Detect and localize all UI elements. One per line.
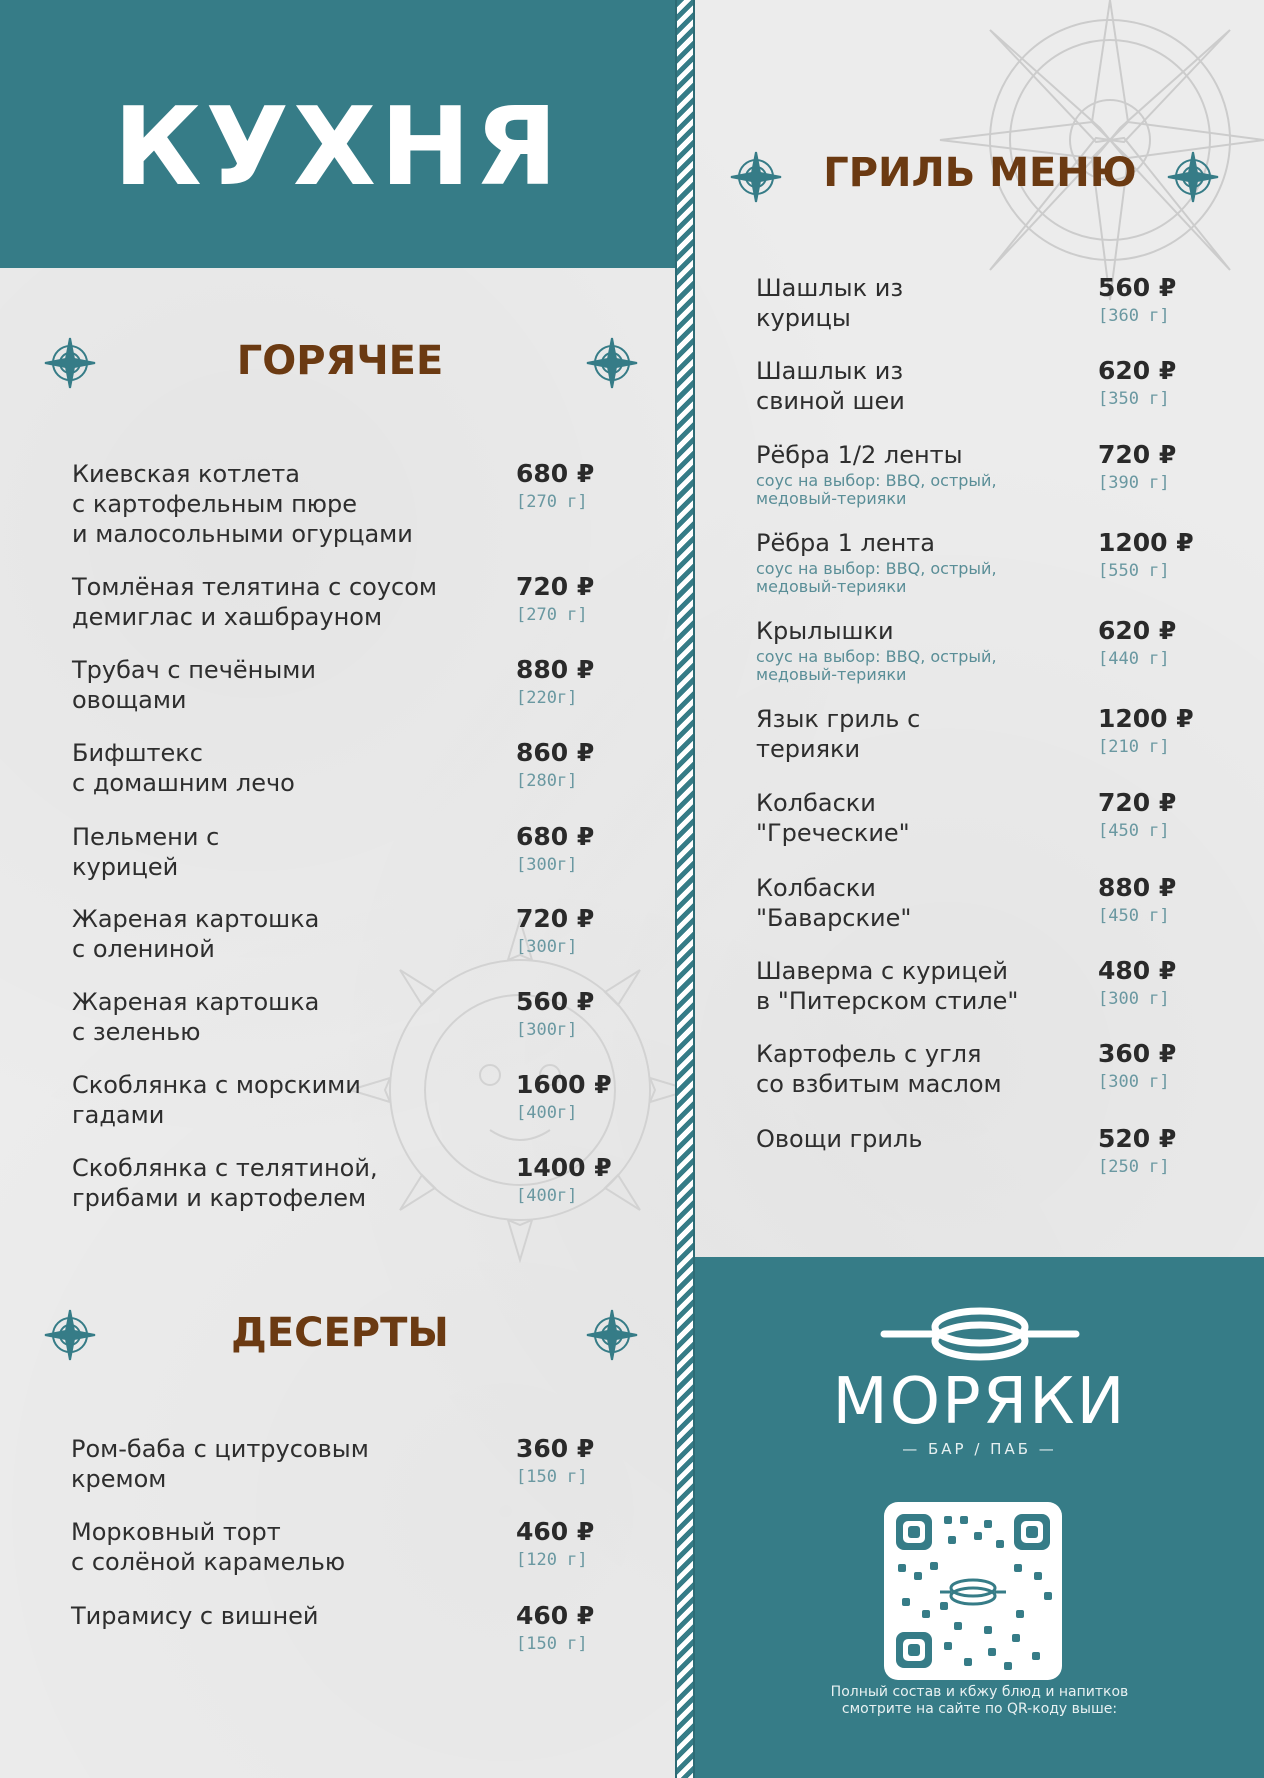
item-price: 1200 ₽ [1098, 704, 1194, 733]
item-name: Томлёная телятина с соусом демиглас и хашбрауном [72, 573, 438, 631]
menu-item [756, 440, 997, 508]
item-weight: [120 г] [516, 1550, 588, 1570]
item-weight: [300г] [516, 855, 578, 875]
item-weight: [150 г] [516, 1634, 588, 1654]
item-price-block [1098, 1039, 1176, 1093]
item-weight: [300 г] [1098, 1072, 1170, 1092]
item-name: Трубач с печёными овощами [72, 656, 316, 714]
item-price-block [516, 1601, 594, 1655]
item-price-block [1098, 704, 1194, 758]
menu-item [72, 459, 413, 549]
item-price-block [516, 1517, 594, 1571]
item-weight: [360 г] [1098, 306, 1170, 326]
item-price-block [516, 904, 594, 958]
item-weight: [300г] [516, 937, 578, 957]
item-name: Колбаски "Греческие" [756, 789, 910, 847]
item-price-block [516, 1070, 612, 1124]
menu-item [756, 1124, 922, 1154]
item-name: Язык гриль с терияки [756, 705, 921, 763]
qr-note: Полный состав и кбжу блюд и напитков смотрите на сайте по QR-коду выше: [830, 1684, 1129, 1717]
item-price: 460 ₽ [516, 1601, 595, 1630]
item-weight: [400г] [516, 1103, 578, 1123]
item-price-block [1098, 956, 1176, 1010]
item-note: соус на выбор: BBQ, острый, медовый-терияки [756, 559, 997, 596]
kitchen-title: КУХНЯ [113, 85, 562, 210]
menu-item [71, 1601, 319, 1631]
item-price-block [516, 655, 594, 709]
item-weight: [400г] [516, 1186, 578, 1206]
item-weight: [210 г] [1098, 737, 1170, 757]
item-price: 560 ₽ [1098, 273, 1177, 302]
item-note: соус на выбор: BBQ, острый, медовый-терияки [756, 471, 997, 508]
item-weight: [250 г] [1098, 1157, 1170, 1177]
item-name: Скоблянка с телятиной, грибами и картофелем [72, 1154, 378, 1212]
item-price: 360 ₽ [1098, 1039, 1177, 1068]
item-price: 720 ₽ [516, 904, 595, 933]
menu-item [72, 822, 219, 882]
item-price-block [516, 987, 594, 1041]
menu-item [71, 1434, 369, 1494]
item-name: Колбаски "Баварские" [756, 874, 912, 932]
item-name: Шашлык из курицы [756, 274, 904, 332]
item-price: 460 ₽ [516, 1517, 595, 1546]
item-weight: [300 г] [1098, 989, 1170, 1009]
item-note: соус на выбор: BBQ, острый, медовый-терияки [756, 647, 997, 684]
item-price: 880 ₽ [516, 655, 595, 684]
item-price: 680 ₽ [516, 822, 595, 851]
item-price-block [516, 1153, 612, 1207]
item-price-block [1098, 873, 1176, 927]
menu-item [72, 738, 295, 798]
item-name: Жареная картошка с олениной [72, 905, 320, 963]
item-price: 1400 ₽ [516, 1153, 612, 1182]
item-weight: [440 г] [1098, 649, 1170, 669]
item-name: Киевская котлета с картофельным пюре и малосольными огурцами [72, 460, 413, 548]
menu-item [72, 904, 319, 964]
menu-item [72, 1070, 361, 1130]
brand-name: МОРЯКИ [832, 1365, 1127, 1439]
menu-item [72, 655, 316, 715]
compass-icon [1166, 150, 1220, 204]
item-price: 360 ₽ [516, 1434, 595, 1463]
item-weight: [280г] [516, 771, 578, 791]
menu-item [756, 528, 997, 596]
menu-item [756, 273, 903, 333]
item-weight: [220г] [516, 688, 578, 708]
item-price: 860 ₽ [516, 738, 595, 767]
section-title-grill: ГРИЛЬ МЕНЮ [823, 150, 1137, 196]
item-weight: [150 г] [516, 1467, 588, 1487]
menu-item [756, 788, 910, 848]
item-price-block [1098, 440, 1176, 494]
item-weight: [270 г] [516, 605, 588, 625]
item-name: Рёбра 1 лента [756, 529, 935, 557]
compass-icon [43, 1308, 97, 1362]
rope-divider [675, 0, 695, 1778]
item-price: 680 ₽ [516, 459, 595, 488]
item-name: Крылышки [756, 617, 894, 645]
item-name: Овощи гриль [756, 1125, 923, 1153]
item-name: Ром-баба с цитрусовым кремом [71, 1435, 369, 1493]
item-name: Скоблянка с морскими гадами [72, 1071, 361, 1129]
item-name: Тирамису с вишней [71, 1602, 319, 1630]
item-price: 620 ₽ [1098, 616, 1177, 645]
qr-code-icon [884, 1502, 1062, 1680]
item-price-block [1098, 356, 1176, 410]
item-price-block [516, 822, 594, 876]
item-price: 560 ₽ [516, 987, 595, 1016]
item-price-block [1098, 528, 1194, 582]
item-price: 880 ₽ [1098, 873, 1177, 902]
menu-item [72, 572, 437, 632]
menu-item [756, 704, 920, 764]
item-price: 720 ₽ [1098, 440, 1177, 469]
item-price: 720 ₽ [516, 572, 595, 601]
item-price: 1200 ₽ [1098, 528, 1194, 557]
item-weight: [450 г] [1098, 821, 1170, 841]
section-title-desserts: ДЕСЕРТЫ [231, 1310, 449, 1356]
item-name: Шаверма с курицей в "Питерском стиле" [756, 957, 1019, 1015]
item-name: Шашлык из свиной шеи [756, 357, 905, 415]
menu-item [72, 987, 319, 1047]
item-name: Пельмени с курицей [72, 823, 220, 881]
compass-icon [585, 1308, 639, 1362]
item-name: Картофель с угля со взбитым маслом [756, 1040, 1002, 1098]
item-price-block [1098, 616, 1176, 670]
item-price-block [1098, 273, 1176, 327]
item-price: 480 ₽ [1098, 956, 1177, 985]
item-weight: [350 г] [1098, 389, 1170, 409]
item-price: 720 ₽ [1098, 788, 1177, 817]
menu-item [756, 616, 997, 684]
item-price-block [516, 572, 594, 626]
item-price-block [1098, 1124, 1176, 1178]
item-price: 620 ₽ [1098, 356, 1177, 385]
menu-item [756, 1039, 1002, 1099]
item-weight: [550 г] [1098, 561, 1170, 581]
item-name: Рёбра 1/2 ленты [756, 441, 963, 469]
menu-item [71, 1517, 345, 1577]
knot-logo-icon [880, 1305, 1080, 1363]
item-name: Бифштекс с домашним лечо [72, 739, 295, 797]
section-title-hot: ГОРЯЧЕЕ [236, 338, 444, 384]
item-name: Морковный торт с солёной карамелью [71, 1518, 346, 1576]
item-price: 520 ₽ [1098, 1124, 1177, 1153]
item-name: Жареная картошка с зеленью [72, 988, 320, 1046]
qr-code[interactable] [884, 1502, 1062, 1680]
menu-item [72, 1153, 378, 1213]
compass-icon [585, 336, 639, 390]
compass-icon [43, 336, 97, 390]
item-weight: [450 г] [1098, 906, 1170, 926]
menu-item [756, 356, 905, 416]
item-price-block [1098, 788, 1176, 842]
brand-subtitle: — БАР / ПАБ — [902, 1440, 1057, 1458]
item-weight: [390 г] [1098, 473, 1170, 493]
item-weight: [270 г] [516, 492, 588, 512]
item-price-block [516, 1434, 594, 1488]
item-price-block [516, 459, 594, 513]
menu-item [756, 873, 911, 933]
item-weight: [300г] [516, 1020, 578, 1040]
compass-icon [729, 150, 783, 204]
item-price-block [516, 738, 594, 792]
menu-item [756, 956, 1018, 1016]
item-price: 1600 ₽ [516, 1070, 612, 1099]
